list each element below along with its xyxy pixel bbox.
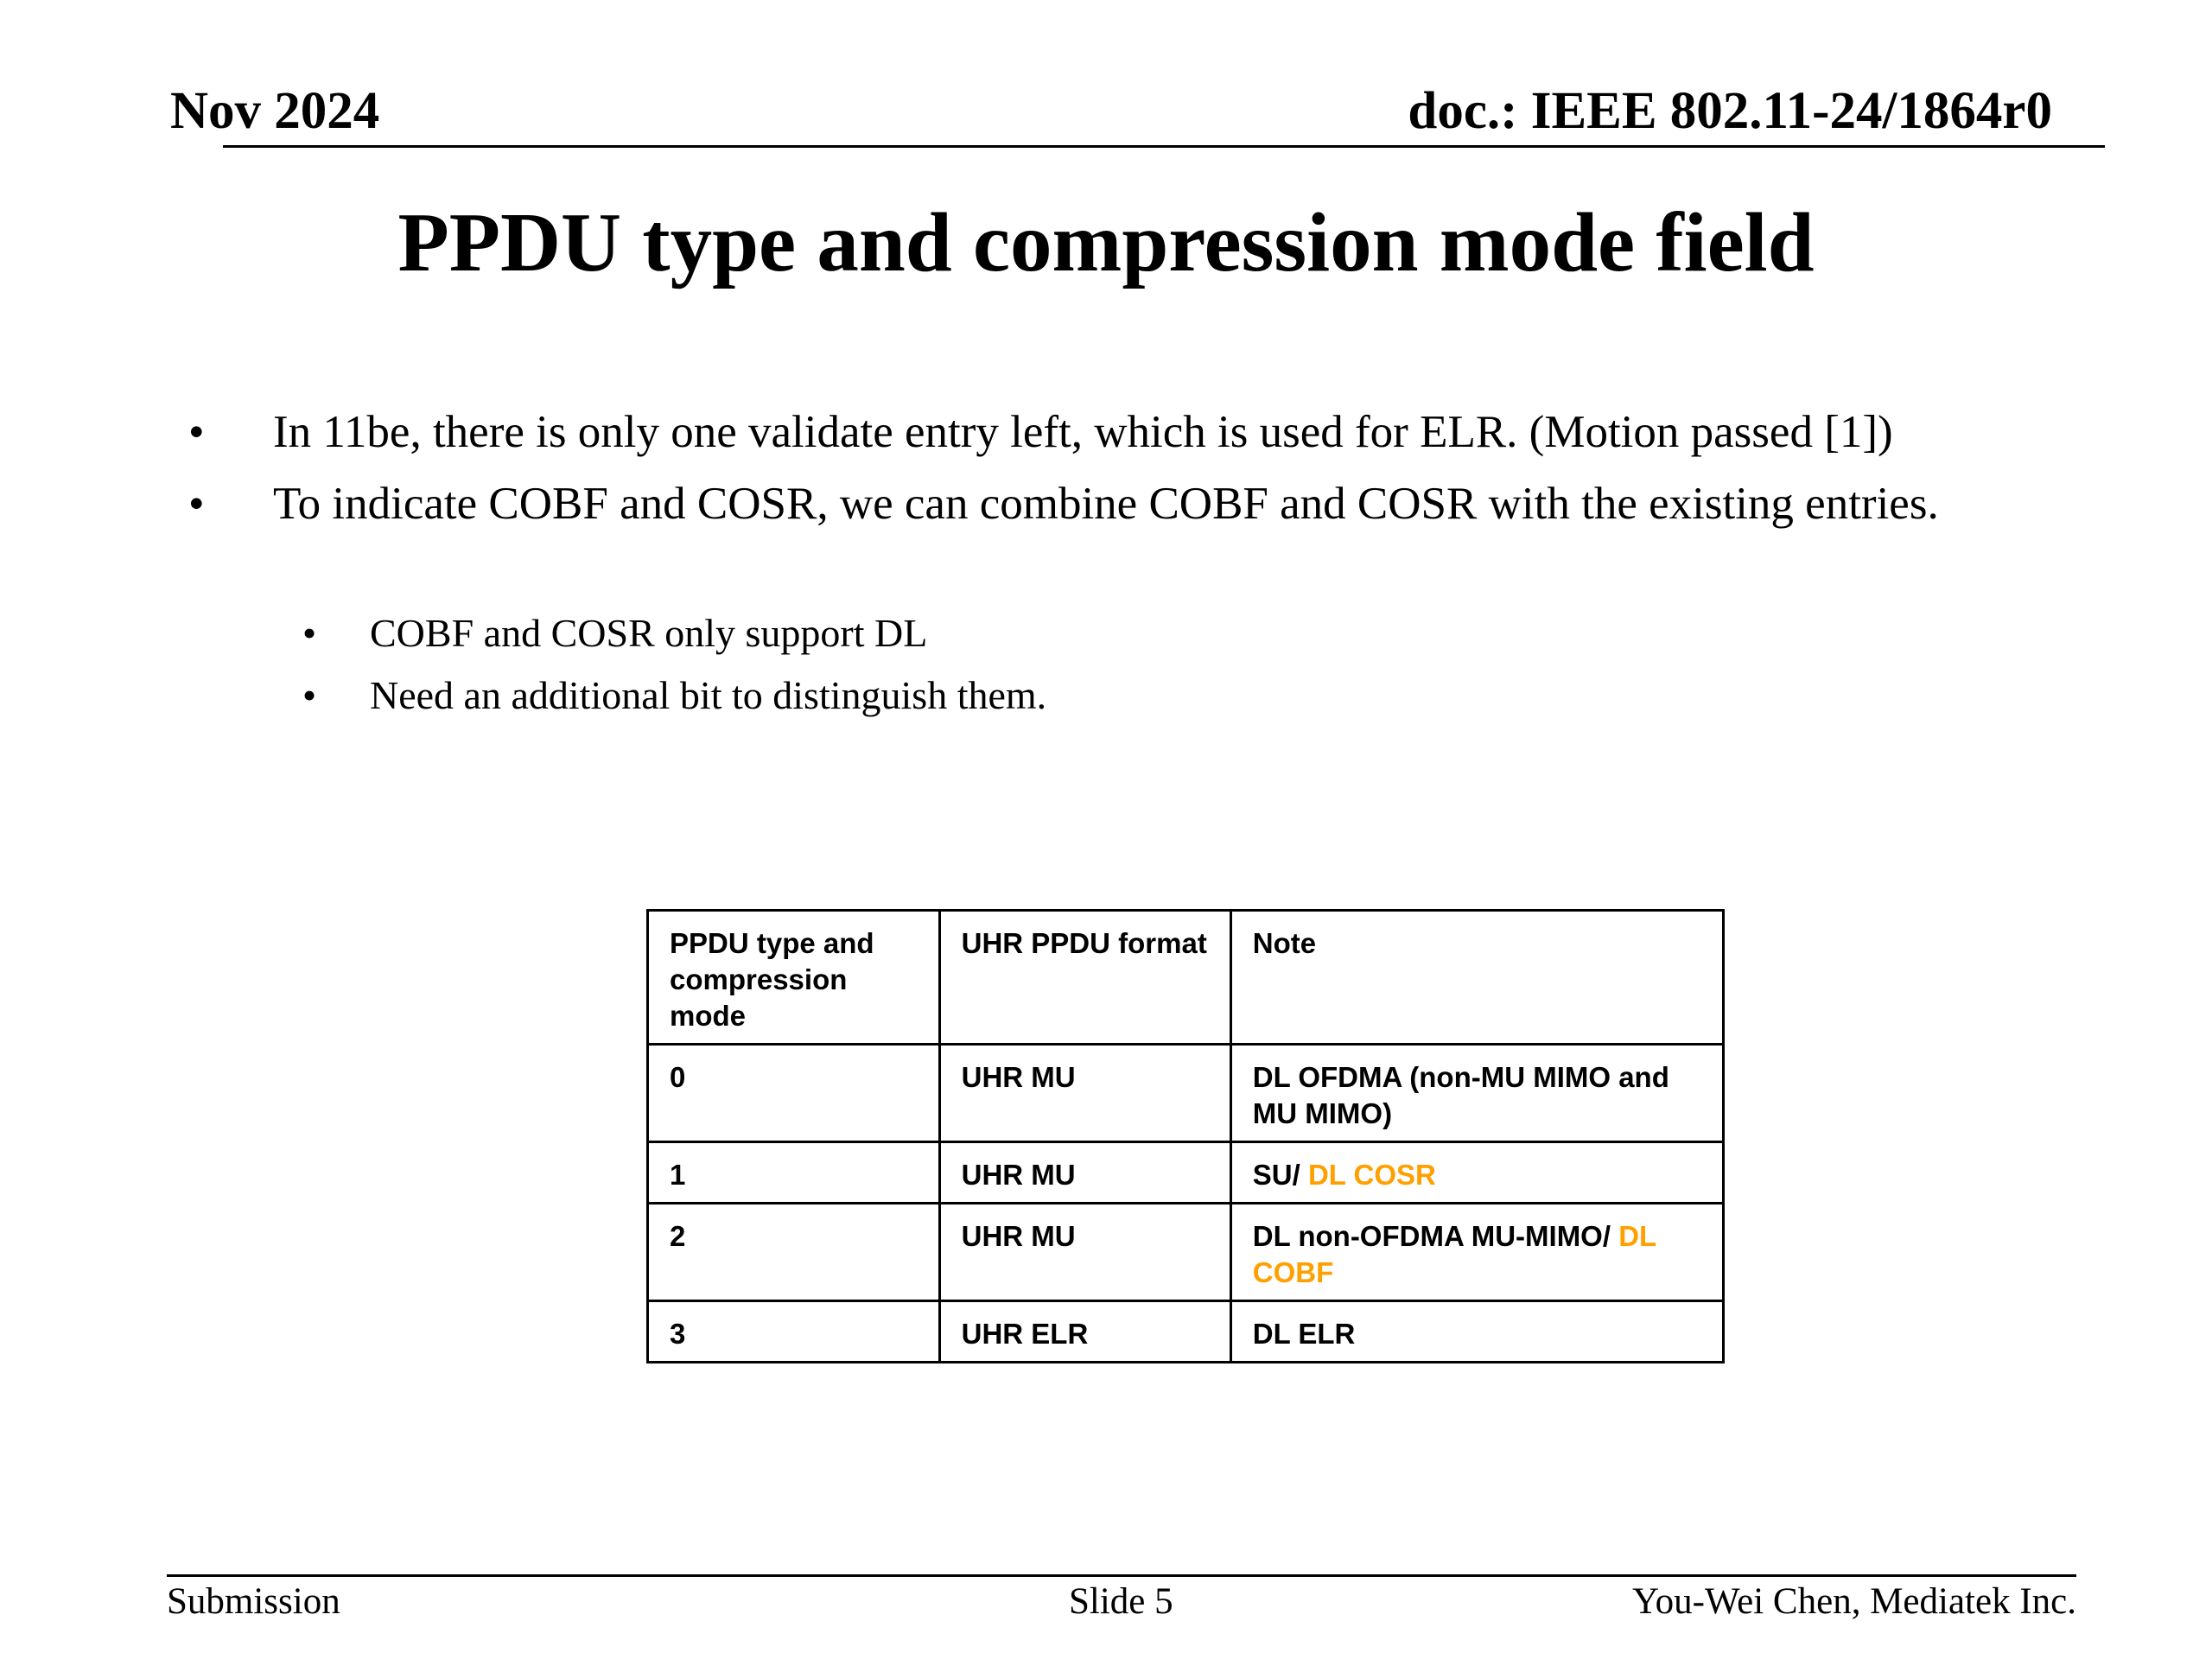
footer-submission: Submission [167, 1581, 340, 1622]
footer-author: You-Wei Chen, Mediatek Inc. [1631, 1581, 2076, 1622]
note-text: DL ELR [1252, 1318, 1356, 1350]
table-row [648, 1142, 1724, 1204]
cell-note [1230, 1204, 1723, 1301]
cell-format: UHR MU [939, 1142, 1230, 1204]
bullet-marker: • [188, 407, 205, 457]
bullet-text: To indicate COBF and COSR, we can combine COBF and COSR with the existing entries. [273, 479, 1939, 529]
note-text: DL OFDMA (non-MU MIMO and MU MIMO) [1252, 1061, 1669, 1129]
header-cell-note: Note [1230, 911, 1723, 1045]
cell-note [1230, 1301, 1723, 1363]
cell-format: UHR MU [939, 1204, 1230, 1301]
sub-bullet-text: Need an additional bit to distinguish them. [370, 673, 1047, 717]
ppdu-table [646, 909, 1725, 1363]
header-date: Nov 2024 [170, 82, 380, 140]
cell-format: UHR MU [939, 1045, 1230, 1142]
cell-note [1230, 1045, 1723, 1142]
cell-mode: 3 [648, 1301, 940, 1363]
table-row [648, 1045, 1724, 1142]
bullet-marker: • [188, 479, 205, 529]
header-doc-id: doc.: IEEE 802.11-24/1864r0 [1408, 82, 2052, 140]
note-highlight: DL COBF [1252, 1220, 1656, 1288]
note-text: DL non-OFDMA MU-MIMO/ [1252, 1220, 1619, 1252]
sub-bullet-marker: • [302, 611, 317, 655]
bullet-text: In 11be, there is only one validate entry left, which is used for ELR. (Motion passed [1]) [273, 407, 1893, 457]
sub-bullet-text: COBF and COSR only support DL [370, 611, 928, 655]
footer-divider [167, 1574, 2076, 1577]
note-text: SU/ [1252, 1159, 1308, 1191]
table-row [648, 1301, 1724, 1363]
cell-format: UHR ELR [939, 1301, 1230, 1363]
table-header-row [648, 911, 1724, 1045]
note-highlight: DL COSR [1307, 1159, 1436, 1191]
header-cell-format: UHR PPDU format [939, 911, 1230, 1045]
footer-slide-number: Slide 5 [1069, 1581, 1173, 1622]
cell-mode: 0 [648, 1045, 940, 1142]
cell-mode: 2 [648, 1204, 940, 1301]
slide-title: PPDU type and compression mode field [397, 196, 1815, 289]
cell-mode: 1 [648, 1142, 940, 1204]
table-row [648, 1204, 1724, 1301]
cell-note [1230, 1142, 1723, 1204]
sub-bullet-marker: • [302, 673, 317, 717]
header-cell-mode: PPDU type and compression mode [648, 911, 940, 1045]
header-divider [223, 145, 2105, 148]
